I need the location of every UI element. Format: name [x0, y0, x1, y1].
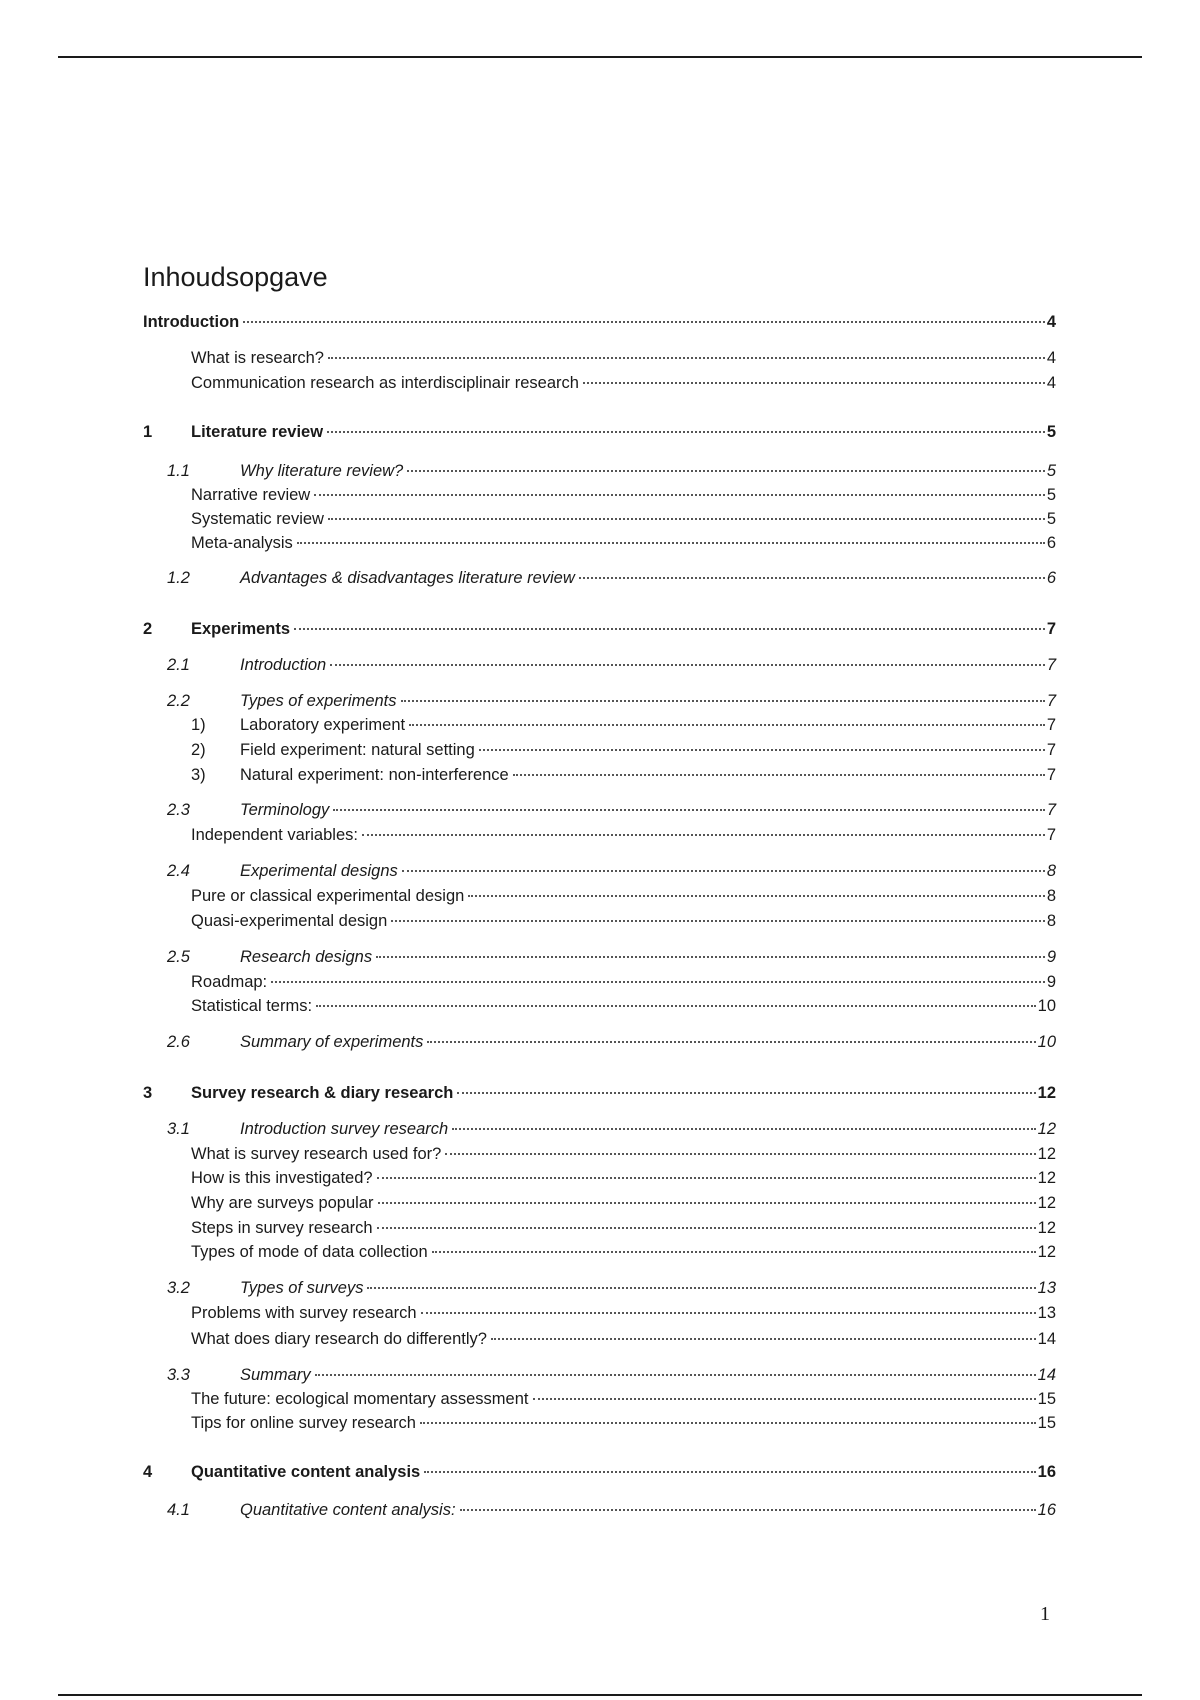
toc-entry-title: Why are surveys popular: [191, 1194, 374, 1212]
toc-entry[interactable]: [191, 1413, 1056, 1433]
dot-leader: [445, 1153, 1035, 1155]
toc-entry[interactable]: [167, 1500, 1056, 1520]
toc-entry-number: 4: [143, 1463, 153, 1481]
toc-entry-page: 12: [1037, 1243, 1056, 1261]
dot-leader: [328, 357, 1045, 359]
toc-entry-title: Communication research as interdisciplinair research: [191, 374, 579, 392]
toc-entry-number: 1): [191, 716, 206, 734]
toc-entry[interactable]: [191, 740, 1056, 760]
toc-entry-page: 12: [1037, 1169, 1056, 1187]
toc-entry-number: 3.1: [167, 1120, 190, 1138]
toc-entry-page: 12: [1037, 1120, 1056, 1138]
toc-entry-title: Advantages & disadvantages literature review: [240, 569, 575, 587]
toc-entry[interactable]: [191, 911, 1056, 931]
toc-entry-title: Tips for online survey research: [191, 1414, 416, 1432]
toc-entry-page: 7: [1046, 826, 1056, 844]
toc-entry-page: 7: [1046, 741, 1056, 759]
dot-leader: [328, 518, 1045, 520]
toc-entry[interactable]: [191, 373, 1056, 393]
toc-entry-page: 7: [1046, 692, 1056, 710]
toc-entry-number: 2.2: [167, 692, 190, 710]
dot-leader: [362, 834, 1045, 836]
toc-entry[interactable]: [167, 1365, 1056, 1385]
dot-leader: [327, 431, 1045, 433]
toc-entry-page: 8: [1046, 862, 1056, 880]
toc-entry[interactable]: [191, 1389, 1056, 1409]
toc-entry-page: 7: [1046, 656, 1056, 674]
toc-entry-title: Pure or classical experimental design: [191, 887, 465, 905]
dot-leader: [316, 1005, 1036, 1007]
toc-entry-title: Experimental designs: [240, 862, 398, 880]
toc-entry[interactable]: [143, 422, 1056, 442]
toc-entry-number: 3.3: [167, 1366, 190, 1384]
toc-entry-number: 1: [143, 423, 153, 441]
toc-entry-page: 5: [1046, 423, 1056, 441]
toc-entry-title: Summary: [240, 1366, 311, 1384]
toc-entry-title: Terminology: [240, 801, 330, 819]
toc-entry[interactable]: [191, 1193, 1056, 1213]
toc-entry-page: 9: [1046, 973, 1056, 991]
toc-entry-page: 15: [1037, 1414, 1056, 1432]
dot-leader: [243, 321, 1045, 323]
toc-entry-title: Experiments: [191, 620, 291, 638]
toc-entry-number: 2): [191, 741, 206, 759]
toc-entry-page: 14: [1037, 1366, 1056, 1384]
toc-entry[interactable]: [143, 1083, 1056, 1103]
toc-entry[interactable]: [191, 765, 1056, 785]
toc-entry-page: 6: [1046, 534, 1056, 552]
toc-entry-title: Why literature review?: [240, 462, 404, 480]
toc-entry[interactable]: [143, 1462, 1056, 1482]
dot-leader: [333, 809, 1045, 811]
toc-entry-page: 7: [1046, 716, 1056, 734]
dot-leader: [297, 542, 1045, 544]
bottom-rule: [58, 1694, 1142, 1696]
toc-heading: Inhoudsopgave: [143, 262, 328, 292]
toc-entry[interactable]: [191, 1218, 1056, 1238]
toc-entry-page: 8: [1046, 912, 1056, 930]
toc-entry-page: 7: [1046, 801, 1056, 819]
dot-leader: [421, 1312, 1036, 1314]
dot-leader: [452, 1128, 1035, 1130]
toc-entry-page: 5: [1046, 462, 1056, 480]
toc-entry[interactable]: [191, 1168, 1056, 1188]
dot-leader: [377, 1227, 1036, 1229]
toc-entry-title: Problems with survey research: [191, 1304, 417, 1322]
toc-entry-page: 5: [1046, 486, 1056, 504]
toc-entry[interactable]: [167, 655, 1056, 675]
dot-leader: [315, 1374, 1036, 1376]
toc-entry-page: 4: [1046, 374, 1056, 392]
toc-entry-title: Meta-analysis: [191, 534, 293, 552]
toc-entry-page: 12: [1037, 1084, 1056, 1102]
toc-entry-number: 1.2: [167, 569, 190, 587]
toc-entry-page: 13: [1037, 1279, 1056, 1297]
toc-entry[interactable]: [167, 568, 1056, 588]
toc-entry[interactable]: [167, 1119, 1056, 1139]
dot-leader: [420, 1422, 1036, 1424]
toc-entry-title: Independent variables:: [191, 826, 358, 844]
toc-entry-page: 5: [1046, 510, 1056, 528]
toc-entry-page: 16: [1037, 1501, 1056, 1519]
toc-entry-title: What does diary research do differently?: [191, 1330, 487, 1348]
toc-entry-page: 7: [1046, 620, 1056, 638]
toc-entry-number: 2: [143, 620, 153, 638]
toc-entry[interactable]: [191, 1144, 1056, 1164]
toc-entry[interactable]: [191, 1329, 1056, 1349]
toc-entry-title: Types of surveys: [240, 1279, 364, 1297]
dot-leader: [432, 1251, 1036, 1253]
toc-entry-page: 6: [1046, 569, 1056, 587]
toc-entry-title: Laboratory experiment: [240, 716, 406, 734]
toc-entry-number: 2.5: [167, 948, 190, 966]
toc-entry-page: 14: [1037, 1330, 1056, 1348]
toc-entry[interactable]: [191, 886, 1056, 906]
dot-leader: [401, 700, 1045, 702]
toc-entry-page: 13: [1037, 1304, 1056, 1322]
toc-entry[interactable]: [191, 1303, 1056, 1323]
toc-entry-number: 2.6: [167, 1033, 190, 1051]
toc-entry[interactable]: [143, 312, 1056, 332]
toc-entry[interactable]: [191, 715, 1056, 735]
toc-entry-title: Systematic review: [191, 510, 324, 528]
dot-leader: [376, 956, 1045, 958]
dot-leader: [457, 1092, 1035, 1094]
toc-entry-title: Introduction survey research: [240, 1120, 449, 1138]
top-rule: [58, 56, 1142, 58]
toc-entry-page: 12: [1037, 1219, 1056, 1237]
toc-entry-page: 10: [1037, 997, 1056, 1015]
toc-entry[interactable]: [191, 348, 1056, 368]
toc-entry-number: 4.1: [167, 1501, 190, 1519]
toc-entry-title: Statistical terms:: [191, 997, 313, 1015]
toc-entry-title: Natural experiment: non-interference: [240, 766, 509, 784]
toc-entry-title: Survey research & diary research: [191, 1084, 454, 1102]
dot-leader: [294, 628, 1045, 630]
dot-leader: [314, 494, 1045, 496]
toc-entry-title: Quantitative content analysis:: [240, 1501, 456, 1519]
toc-entry[interactable]: [167, 947, 1056, 967]
toc-entry-number: 3.2: [167, 1279, 190, 1297]
toc-entry-title: What is survey research used for?: [191, 1145, 442, 1163]
toc-entry-number: 3): [191, 766, 206, 784]
dot-leader: [377, 1177, 1036, 1179]
toc-entry-page: 8: [1046, 887, 1056, 905]
toc-entry[interactable]: [191, 825, 1056, 845]
toc-entry-number: 3: [143, 1084, 153, 1102]
toc-entry-title: Quasi-experimental design: [191, 912, 388, 930]
dot-leader: [402, 870, 1045, 872]
toc-entry-title: What is research?: [191, 349, 324, 367]
dot-leader: [491, 1338, 1036, 1340]
toc-entry-number: 2.1: [167, 656, 190, 674]
dot-leader: [468, 895, 1045, 897]
toc-entry-page: 7: [1046, 766, 1056, 784]
dot-leader: [479, 749, 1045, 751]
toc-entry-title: Types of mode of data collection: [191, 1243, 428, 1261]
toc-entry[interactable]: [167, 691, 1056, 711]
toc-entry-title: Narrative review: [191, 486, 311, 504]
toc-entry-title: Steps in survey research: [191, 1219, 373, 1237]
dot-leader: [330, 664, 1045, 666]
toc-entry[interactable]: [167, 461, 1056, 481]
toc-entry-title: Summary of experiments: [240, 1033, 424, 1051]
dot-leader: [407, 470, 1045, 472]
toc-entry[interactable]: [191, 485, 1056, 505]
toc-entry-title: Introduction: [240, 656, 327, 674]
toc-entry[interactable]: [191, 1242, 1056, 1262]
dot-leader: [583, 382, 1045, 384]
toc-entry-page: 4: [1046, 349, 1056, 367]
toc-entry-title: How is this investigated?: [191, 1169, 373, 1187]
toc-entry-title: Introduction: [143, 313, 240, 331]
dot-leader: [460, 1509, 1036, 1511]
dot-leader: [427, 1041, 1035, 1043]
dot-leader: [533, 1398, 1036, 1400]
toc-entry[interactable]: [167, 1032, 1056, 1052]
toc-entry-title: Quantitative content analysis: [191, 1463, 421, 1481]
toc-entry-title: Roadmap:: [191, 973, 268, 991]
toc-entry[interactable]: [167, 861, 1056, 881]
toc-entry[interactable]: [191, 509, 1056, 529]
toc-entry-title: Field experiment: natural setting: [240, 741, 475, 759]
toc-entry-page: 16: [1037, 1463, 1056, 1481]
toc-entry-title: Research designs: [240, 948, 373, 966]
toc-entry[interactable]: [191, 996, 1056, 1016]
dot-leader: [579, 577, 1045, 579]
toc-entry-number: 1.1: [167, 462, 190, 480]
toc-entry-number: 2.4: [167, 862, 190, 880]
toc-entry-page: 12: [1037, 1194, 1056, 1212]
toc-entry-title: Literature review: [191, 423, 324, 441]
toc-entry[interactable]: [167, 800, 1056, 820]
dot-leader: [378, 1202, 1036, 1204]
dot-leader: [391, 920, 1045, 922]
toc-entry-page: 10: [1037, 1033, 1056, 1051]
toc-entry[interactable]: [143, 619, 1056, 639]
toc-entry-page: 15: [1037, 1390, 1056, 1408]
toc-entry-title: The future: ecological momentary assessment: [191, 1390, 529, 1408]
dot-leader: [513, 774, 1045, 776]
toc-entry-title: Types of experiments: [240, 692, 397, 710]
dot-leader: [409, 724, 1045, 726]
toc-entry[interactable]: [191, 533, 1056, 553]
dot-leader: [367, 1287, 1035, 1289]
toc-entry[interactable]: [191, 972, 1056, 992]
dot-leader: [424, 1471, 1035, 1473]
toc-entry-page: 4: [1046, 313, 1056, 331]
page-number: 1: [1040, 1603, 1050, 1625]
toc-entry[interactable]: [167, 1278, 1056, 1298]
toc-entry-page: 12: [1037, 1145, 1056, 1163]
dot-leader: [271, 981, 1045, 983]
toc-entry-page: 9: [1046, 948, 1056, 966]
toc-entry-number: 2.3: [167, 801, 190, 819]
